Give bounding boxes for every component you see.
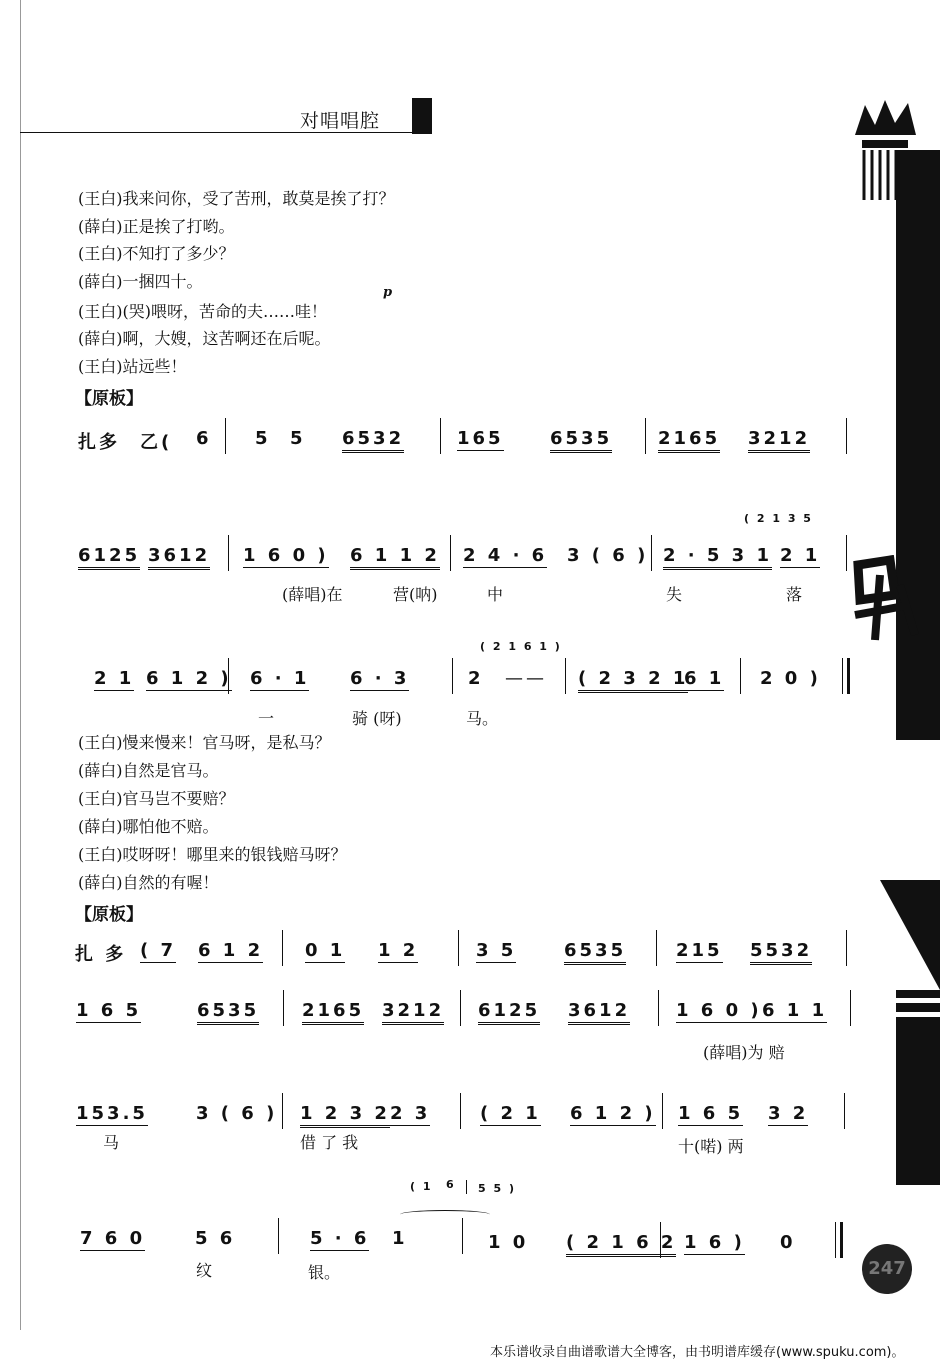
bar-line <box>460 990 461 1026</box>
note-group: 5 <box>255 428 271 449</box>
note-group: 2 · 5 3 1 <box>663 545 772 570</box>
bar-line <box>740 658 741 694</box>
bar-line <box>658 990 659 1026</box>
lyric: 失 <box>666 585 683 604</box>
note-group: 2 4 · 6 <box>463 545 548 566</box>
bar-line <box>662 1093 663 1129</box>
note-group: 3212 <box>748 428 810 453</box>
note-group: 6 · 3 <box>350 668 410 689</box>
note-group: 3 ( 6 ) <box>567 545 649 566</box>
note-group: 6532 <box>342 428 404 453</box>
bar-line <box>450 535 451 571</box>
note-group: 6 1 2 ) <box>570 1103 656 1124</box>
note-group: 6 1 1 <box>762 1000 828 1021</box>
note-group: 1 0 <box>488 1232 529 1253</box>
dialogue-line: (薛白)一捆四十。 <box>78 272 203 291</box>
note-group: 5 <box>290 428 306 449</box>
note-group: 1 6 5 <box>76 1000 142 1021</box>
header-block <box>412 98 432 134</box>
dialogue-line: (王白)哎呀呀！哪里来的银钱赔马呀？ <box>78 845 347 864</box>
lyric: 一 <box>258 709 275 728</box>
page-left-rule <box>20 0 21 1330</box>
note-group: 6 1 1 2 <box>350 545 440 570</box>
final-bar-line-thick <box>847 658 850 694</box>
bar-line <box>283 990 284 1026</box>
note-group: 1 6 0 ) <box>676 1000 762 1021</box>
grace-notes: 6 <box>446 1178 456 1191</box>
footer-source-note: 本乐谱收录自曲谱歌谱大全博客，由书明谱库缓存(www.spuku.com)。 <box>490 1345 905 1360</box>
bar-line <box>651 535 652 571</box>
note-group: 2 <box>468 668 484 689</box>
note-group: 扎 多 <box>75 944 127 965</box>
note-group: 165 <box>457 428 504 449</box>
note-group: 2 0 ) <box>760 668 821 689</box>
dialogue-line: (王白)不知打了多少？ <box>78 244 235 263</box>
section-heading: 【原板】 <box>75 905 143 925</box>
bar-line <box>460 1093 461 1129</box>
bar-line <box>565 658 566 694</box>
lyric: 中 <box>487 585 504 604</box>
bar-line <box>462 1218 463 1254</box>
note-group: 2 3 <box>390 1103 431 1124</box>
final-bar-line <box>842 658 843 694</box>
note-group: 6535 <box>564 940 626 965</box>
note-group: 2 1 <box>94 668 135 689</box>
right-edge-triangle <box>880 880 940 990</box>
note-group: 6 1 2 <box>198 940 264 961</box>
dialogue-line: (王白)我来问你，受了苦刑，敢莫是挨了打？ <box>78 189 395 208</box>
grace-notes: ( 2 1 3 5 <box>744 512 813 525</box>
note-group: 3612 <box>568 1000 630 1025</box>
note-group: 1 6 ) <box>684 1232 745 1253</box>
lyric: 马。 <box>466 709 499 728</box>
note-group: 5 6 <box>195 1228 236 1249</box>
dialogue-line: (薛白)正是挨了打哟。 <box>78 217 235 236</box>
dialogue-line: (薛白)啊，大嫂，这苦啊还在后呢。 <box>78 329 331 348</box>
opera-mask-decoration-icon <box>850 95 920 205</box>
note-group: 2 1 <box>780 545 821 566</box>
bar-line <box>452 658 453 694</box>
note-group: ( 7 <box>140 940 177 961</box>
lyric: 骑 (呀) <box>352 709 402 728</box>
bar-line <box>660 1222 661 1258</box>
final-bar-line <box>835 1222 836 1258</box>
note-group: 0 <box>780 1232 796 1253</box>
lyric: 借 了 我 <box>300 1133 359 1152</box>
note-group: 2165 <box>302 1000 364 1025</box>
bar-line <box>850 990 851 1026</box>
bar-line <box>458 930 459 966</box>
note-group: 1 2 3 2 <box>300 1103 390 1128</box>
dialogue-line: (王白)慢来慢来！官马呀，是私马？ <box>78 733 331 752</box>
slur <box>400 1210 490 1219</box>
note-group: 3 5 <box>476 940 517 961</box>
page-number: 247 <box>862 1244 912 1294</box>
bar-line <box>228 535 229 571</box>
bar-line <box>282 1093 283 1129</box>
dialogue-line: (王白)官马岂不要赔？ <box>78 789 235 808</box>
dynamic-mark: p <box>383 285 393 300</box>
bar-line <box>228 658 229 694</box>
bar-line-small <box>466 1180 467 1194</box>
note-group: 1 6 5 <box>678 1103 744 1124</box>
note-group: 153.5 <box>76 1103 148 1124</box>
note-group: 7 6 0 <box>80 1228 146 1249</box>
lyric: 纹 <box>196 1261 213 1280</box>
note-group: 6125 <box>78 545 140 570</box>
band-stripe <box>896 1012 940 1017</box>
band-stripe <box>896 998 940 1003</box>
dialogue-line: (薛白)自然的有喔！ <box>78 873 219 892</box>
note-group: ( 2 3 2 1 <box>578 668 688 693</box>
bar-line <box>846 930 847 966</box>
note-group: 3212 <box>382 1000 444 1025</box>
lyric: 十(喏) 两 <box>678 1137 744 1156</box>
lyric: 营(呐) <box>393 585 438 604</box>
note-group: 1 6 0 ) <box>243 545 329 566</box>
note-group: —— <box>505 668 547 689</box>
dialogue-line: (王白)站远些！ <box>78 357 187 376</box>
note-group: 6 1 <box>684 668 725 689</box>
lyric: (薛唱)为 赔 <box>703 1043 785 1062</box>
grace-notes: ( 2 1 6 1 ) <box>480 640 562 653</box>
grace-notes: ( 1 <box>410 1180 433 1193</box>
section-heading: 【原板】 <box>75 389 143 409</box>
lyric: 马 <box>103 1133 120 1152</box>
bar-line <box>282 930 283 966</box>
right-edge-band <box>896 150 940 740</box>
bar-line <box>656 930 657 966</box>
bar-line <box>645 418 646 454</box>
note-group: 3612 <box>148 545 210 570</box>
note-group: ( 2 1 6 2 <box>566 1232 676 1257</box>
note-group: 乙( <box>140 432 173 453</box>
bar-line <box>278 1218 279 1254</box>
lyric: 落 <box>786 585 803 604</box>
note-group: 6 1 2 ) <box>146 668 232 689</box>
lyric: 银。 <box>308 1263 341 1282</box>
note-group: 6 <box>196 428 212 449</box>
bar-line <box>846 418 847 454</box>
note-group: ( 2 1 <box>480 1103 541 1124</box>
right-edge-band-lower <box>896 990 940 1185</box>
bar-line <box>440 418 441 454</box>
final-bar-line-thick <box>840 1222 843 1258</box>
note-group: 0 1 <box>305 940 346 961</box>
note-group: 3 ( 6 ) <box>196 1103 278 1124</box>
note-group: 6125 <box>478 1000 540 1025</box>
calligraphy-glyph-icon <box>850 555 920 645</box>
note-group: 5532 <box>750 940 812 965</box>
note-group: 6535 <box>550 428 612 453</box>
dialogue-line: (王白)(哭)喂呀，苦命的夫……哇！ <box>78 302 327 321</box>
dialogue-line: (薛白)哪怕他不赔。 <box>78 817 219 836</box>
note-group: 1 2 <box>378 940 419 961</box>
note-group: 扎多 <box>78 432 120 453</box>
note-group: 5 · 6 <box>310 1228 370 1249</box>
note-group: 6535 <box>197 1000 259 1025</box>
note-group: 1 <box>392 1228 408 1249</box>
note-group: 215 <box>676 940 723 961</box>
header-title: 对唱唱腔 <box>300 110 381 132</box>
lyric: (薛唱)在 <box>282 585 343 604</box>
grace-notes: 5 5 ) <box>478 1182 516 1195</box>
header-rule <box>20 132 420 133</box>
bar-line <box>846 535 847 571</box>
dialogue-line: (薛白)自然是官马。 <box>78 761 219 780</box>
bar-line <box>844 1093 845 1129</box>
note-group: 6 · 1 <box>250 668 310 689</box>
note-group: 2165 <box>658 428 720 453</box>
note-group: 3 2 <box>768 1103 809 1124</box>
bar-line <box>225 418 226 454</box>
